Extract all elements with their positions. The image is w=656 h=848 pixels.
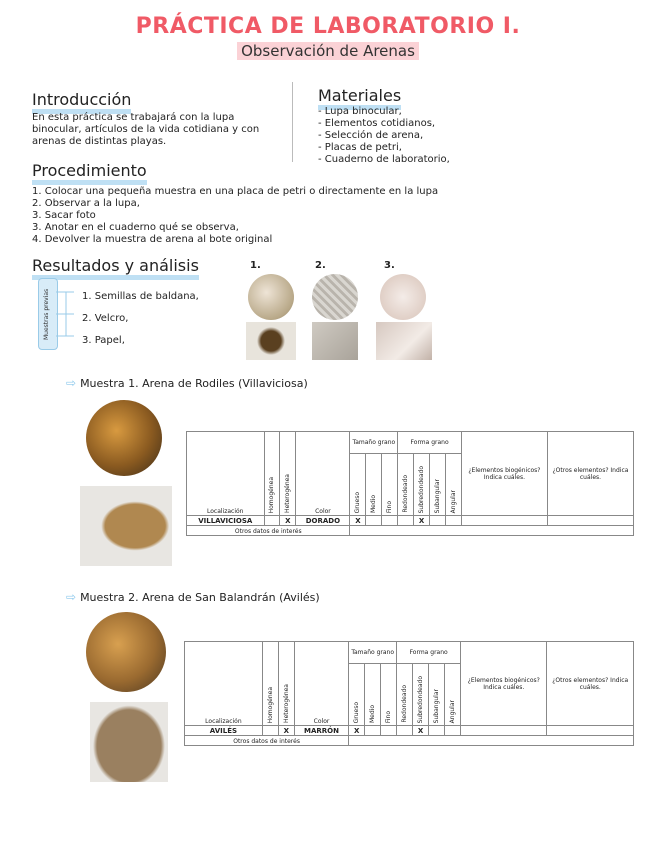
material-item: - Selección de arena, xyxy=(318,130,424,141)
results-heading: Resultados y análisis xyxy=(32,256,199,275)
procedure-step: 3. Sacar foto xyxy=(32,210,96,221)
result-item: 3. Papel, xyxy=(82,335,125,346)
velcro-microscope-photo xyxy=(312,274,358,320)
header-redondeado: Redondeado xyxy=(397,664,413,726)
header-fino: Fino xyxy=(381,664,397,726)
photo-label-1: 1. xyxy=(250,260,261,271)
header-biogenicos: ¿Elementos biogénicos? Indica cuáles. xyxy=(461,642,547,726)
cell-otros xyxy=(547,726,634,736)
materials-heading: Materiales xyxy=(318,86,401,105)
material-item: - Placas de petri, xyxy=(318,142,402,153)
header-medio: Medio xyxy=(366,454,382,516)
sample2-microscope-photo xyxy=(86,612,166,692)
photo-label-2: 2. xyxy=(315,260,326,271)
procedure-step: 4. Devolver la muestra de arena al bote original xyxy=(32,234,273,245)
intro-text: En esta práctica se trabajará con la lupa binocular, artículos de la vida cotidiana y con arenas de distintas playas. xyxy=(32,112,260,147)
cell-otros-datos-value xyxy=(349,736,634,746)
arrow-right-icon: ⇨ xyxy=(66,376,77,390)
result-item: 2. Velcro, xyxy=(82,313,129,324)
photo-label-3: 3. xyxy=(384,260,395,271)
cell-homogenea xyxy=(264,516,280,526)
page-title: PRÁCTICA DE LABORATORIO I. xyxy=(135,14,521,39)
header-tamano: Tamaño grano xyxy=(350,432,398,454)
header-subredondeado: Subredondeado xyxy=(414,454,430,516)
column-divider xyxy=(292,82,293,162)
header-fino: Fino xyxy=(382,454,398,516)
cell-color: MARRÓN xyxy=(294,726,348,736)
seed-photo xyxy=(246,322,296,360)
cell-angular xyxy=(446,516,462,526)
header-homogenea: Homogénea xyxy=(264,432,280,516)
sample1-table xyxy=(186,431,634,536)
header-tamano: Tamaño grano xyxy=(349,642,397,664)
sample2-table xyxy=(184,641,634,746)
cell-heterogenea: X xyxy=(278,726,294,736)
material-item: - Cuaderno de laboratorio, xyxy=(318,154,450,165)
header-heterogenea: Heterogénea xyxy=(280,432,296,516)
cell-localizacion: AVILÉS xyxy=(185,726,263,736)
header-subangular: Subangular xyxy=(429,664,445,726)
procedure-heading: Procedimiento xyxy=(32,161,147,180)
velcro-photo xyxy=(312,322,358,360)
cell-medio xyxy=(365,726,381,736)
header-biogenicos: ¿Elementos biogénicos? Indica cuáles. xyxy=(461,432,547,516)
arrow-right-icon: ⇨ xyxy=(66,590,77,604)
result-item: 1. Semillas de baldana, xyxy=(82,291,199,302)
header-localizacion: Localización xyxy=(187,432,265,516)
seed-microscope-photo xyxy=(248,274,294,320)
bracket-lines xyxy=(56,282,80,346)
cell-biogenicos xyxy=(461,726,547,736)
procedure-step: 2. Observar a la lupa, xyxy=(32,198,140,209)
cell-redondeado xyxy=(398,516,414,526)
header-angular: Angular xyxy=(446,454,462,516)
material-item: - Lupa binocular, xyxy=(318,106,402,117)
cell-color: DORADO xyxy=(296,516,350,526)
header-forma: Forma grano xyxy=(398,432,462,454)
subtitle-text: Observación de Arenas xyxy=(237,42,419,60)
procedure-step: 3. Anotar en el cuaderno qué se observa, xyxy=(32,222,239,233)
cell-subredondeado: X xyxy=(413,726,429,736)
header-otros: ¿Otros elementos? Indica cuáles. xyxy=(547,642,634,726)
header-homogenea: Homogénea xyxy=(262,642,278,726)
page-subtitle xyxy=(0,42,656,60)
header-grueso: Grueso xyxy=(349,664,365,726)
cell-otros-datos-value xyxy=(350,526,634,536)
header-grueso: Grueso xyxy=(350,454,366,516)
cell-subredondeado: X xyxy=(414,516,430,526)
header-color: Color xyxy=(296,432,350,516)
sample1-microscope-photo xyxy=(86,400,162,476)
header-subredondeado: Subredondeado xyxy=(413,664,429,726)
intro-heading: Introducción xyxy=(32,90,131,109)
cell-otros-datos-label: Otros datos de interés xyxy=(185,736,349,746)
procedure-step: 1. Colocar una pequeña muestra en una placa de petri o directamente en la lupa xyxy=(32,186,439,197)
sample1-dish-photo xyxy=(80,486,172,566)
header-subangular: Subangular xyxy=(430,454,446,516)
cell-fino xyxy=(381,726,397,736)
sample1-title: ⇨ Muestra 1. Arena de Rodiles (Villaviciosa) xyxy=(66,376,308,390)
materials-list xyxy=(318,106,450,166)
cell-medio xyxy=(366,516,382,526)
cell-angular xyxy=(445,726,461,736)
previous-samples-label: Muestras previas xyxy=(43,288,50,340)
cell-biogenicos xyxy=(461,516,547,526)
header-forma: Forma grano xyxy=(397,642,461,664)
header-medio: Medio xyxy=(365,664,381,726)
header-heterogenea: Heterogénea xyxy=(278,642,294,726)
cell-subangular xyxy=(430,516,446,526)
cell-redondeado xyxy=(397,726,413,736)
header-angular: Angular xyxy=(445,664,461,726)
cell-heterogenea: X xyxy=(280,516,296,526)
paper-photo xyxy=(376,322,432,360)
cell-grueso: X xyxy=(349,726,365,736)
material-item: - Elementos cotidianos, xyxy=(318,118,436,129)
results-list xyxy=(82,286,199,352)
cell-otros-datos-label: Otros datos de interés xyxy=(187,526,350,536)
cell-homogenea xyxy=(262,726,278,736)
sample2-title: ⇨ Muestra 2. Arena de San Balandrán (Avilés) xyxy=(66,590,320,604)
cell-localizacion: VILLAVICIOSA xyxy=(187,516,265,526)
procedure-list xyxy=(32,186,438,246)
cell-fino xyxy=(382,516,398,526)
sample2-dish-photo xyxy=(90,702,168,782)
cell-subangular xyxy=(429,726,445,736)
header-otros: ¿Otros elementos? Indica cuáles. xyxy=(547,432,633,516)
cell-grueso: X xyxy=(350,516,366,526)
header-redondeado: Redondeado xyxy=(398,454,414,516)
header-localizacion: Localización xyxy=(185,642,263,726)
header-color: Color xyxy=(294,642,348,726)
paper-microscope-photo xyxy=(380,274,426,320)
cell-otros xyxy=(547,516,633,526)
